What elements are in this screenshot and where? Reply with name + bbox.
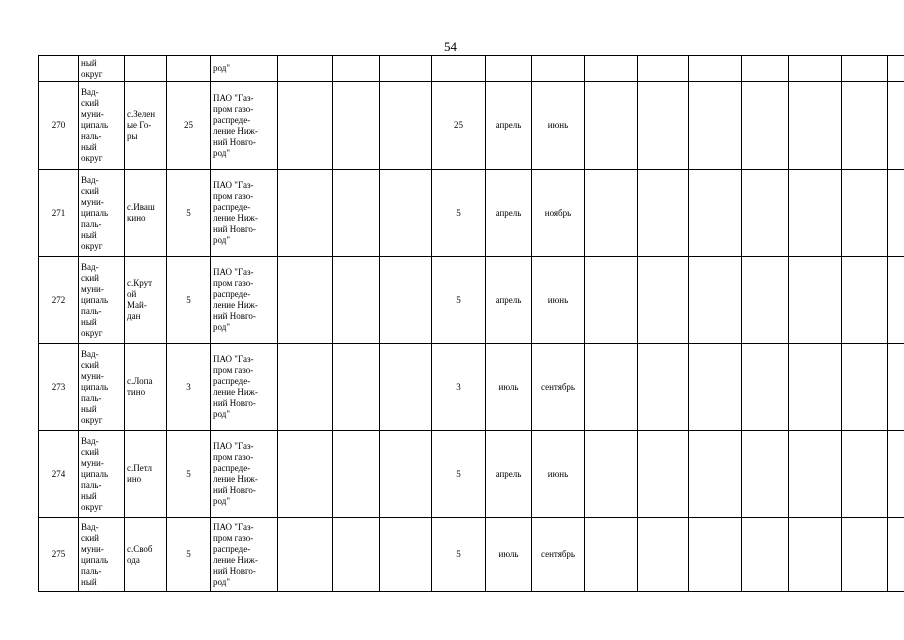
organization-cell: ПАО "Газ- пром газо- распреде- ление Ниж- ний Новго- род": [211, 257, 278, 344]
table-row: [39, 257, 904, 344]
end-month-cell: сентябрь: [532, 344, 585, 431]
empty-cell: [638, 518, 689, 592]
empty-cell: [638, 257, 689, 344]
start-month-cell: апрель: [486, 257, 532, 344]
empty-cell: [742, 344, 789, 431]
district-cell: Вад- ский муни- ципаль паль- ный округ: [79, 431, 125, 518]
empty-cell: [585, 344, 638, 431]
empty-cell: [789, 170, 842, 257]
empty-cell: [888, 431, 904, 518]
empty-cell: [842, 82, 888, 170]
organization-cell: ПАО "Газ- пром газо- распреде- ление Ниж- ний Новго- род": [211, 82, 278, 170]
table-row: [39, 170, 904, 257]
value-cell: 5: [167, 431, 211, 518]
empty-cell: [333, 257, 380, 344]
empty-cell: [278, 82, 333, 170]
row-number-cell: [39, 56, 79, 82]
start-month-cell: июль: [486, 518, 532, 592]
value-cell: 3: [167, 344, 211, 431]
data-table: [38, 55, 904, 592]
end-month-cell: сентябрь: [532, 518, 585, 592]
empty-cell: [585, 431, 638, 518]
start-month-cell: июль: [486, 344, 532, 431]
empty-cell: [842, 518, 888, 592]
quantity-cell: 5: [432, 518, 486, 592]
settlement-cell: с.Своб ода: [125, 518, 167, 592]
settlement-cell: с.Иваш кино: [125, 170, 167, 257]
table-row: [39, 82, 904, 170]
empty-cell: [842, 170, 888, 257]
empty-cell: [638, 82, 689, 170]
empty-cell: [689, 431, 742, 518]
empty-cell: [789, 344, 842, 431]
empty-cell: [742, 257, 789, 344]
empty-cell: [742, 82, 789, 170]
value-cell: 5: [167, 518, 211, 592]
empty-cell: [742, 431, 789, 518]
empty-cell: [789, 431, 842, 518]
empty-cell: [278, 431, 333, 518]
empty-cell: [585, 257, 638, 344]
start-month-cell: апрель: [486, 431, 532, 518]
district-cell: Вад- ский муни- ципаль паль- ный округ: [79, 170, 125, 257]
empty-cell: [380, 257, 432, 344]
empty-cell: [638, 431, 689, 518]
settlement-cell: с.Зелен ые Го- ры: [125, 82, 167, 170]
quantity-cell: 5: [432, 431, 486, 518]
end-month-cell: июнь: [532, 82, 585, 170]
district-cell: Вад- ский муни- ципаль наль- ный округ: [79, 82, 125, 170]
empty-cell: [789, 82, 842, 170]
start-month-cell: апрель: [486, 82, 532, 170]
empty-cell: [333, 518, 380, 592]
empty-cell: [585, 518, 638, 592]
settlement-cell: с.Лопа тино: [125, 344, 167, 431]
district-cell: ный округ: [79, 56, 125, 82]
value-cell: 5: [167, 257, 211, 344]
empty-cell: [888, 82, 904, 170]
empty-cell: [585, 170, 638, 257]
table-row: [39, 344, 904, 431]
organization-cell: ПАО "Газ- пром газо- распреде- ление Ниж- ний Новго- род": [211, 170, 278, 257]
empty-cell: [278, 170, 333, 257]
empty-cell: [333, 170, 380, 257]
quantity-cell: 25: [432, 82, 486, 170]
empty-cell: [888, 344, 904, 431]
district-cell: Вад- ский муни- ципаль паль- ный округ: [79, 344, 125, 431]
empty-cell: [888, 257, 904, 344]
row-number-cell: 275: [39, 518, 79, 592]
empty-cell: [333, 344, 380, 431]
empty-cell: [689, 257, 742, 344]
empty-cell: [278, 518, 333, 592]
table-row: [39, 431, 904, 518]
empty-cell: [689, 82, 742, 170]
empty-cell: [742, 170, 789, 257]
row-number-cell: 274: [39, 431, 79, 518]
end-month-cell: июнь: [532, 431, 585, 518]
quantity-cell: 5: [432, 170, 486, 257]
empty-cell: [638, 170, 689, 257]
organization-cell: ПАО "Газ- пром газо- распреде- ление Ниж- ний Новго- род": [211, 344, 278, 431]
table-row: [39, 518, 904, 592]
row-number-cell: 270: [39, 82, 79, 170]
empty-cell: [789, 518, 842, 592]
value-cell: 25: [167, 82, 211, 170]
row-number-cell: 271: [39, 170, 79, 257]
empty-cell: [842, 344, 888, 431]
empty-cell: [689, 170, 742, 257]
table-row: [39, 56, 904, 82]
organization-cell: ПАО "Газ- пром газо- распреде- ление Ниж- ний Новго- род": [211, 518, 278, 592]
empty-cell: [888, 170, 904, 257]
empty-cell: [333, 82, 380, 170]
empty-cell: [689, 344, 742, 431]
empty-cell: [842, 431, 888, 518]
settlement-cell: с.Петл ино: [125, 431, 167, 518]
empty-cell: [380, 82, 432, 170]
row-number-cell: 272: [39, 257, 79, 344]
empty-cell: [380, 344, 432, 431]
settlement-cell: с.Крут ой Май- дан: [125, 257, 167, 344]
end-month-cell: ноябрь: [532, 170, 585, 257]
quantity-cell: 5: [432, 257, 486, 344]
empty-cell: [742, 518, 789, 592]
end-month-cell: июнь: [532, 257, 585, 344]
organization-cell: ПАО "Газ- пром газо- распреде- ление Ниж- ний Новго- род": [211, 431, 278, 518]
empty-cell: [842, 257, 888, 344]
empty-cell: [789, 257, 842, 344]
district-cell: Вад- ский муни- ципаль паль- ный округ: [79, 257, 125, 344]
empty-cell: [888, 518, 904, 592]
empty-cell: [278, 257, 333, 344]
empty-cell: [278, 344, 333, 431]
row-number-cell: 273: [39, 344, 79, 431]
empty-cell: [380, 431, 432, 518]
empty-cell: [689, 518, 742, 592]
empty-cell: [638, 344, 689, 431]
empty-cell: [333, 431, 380, 518]
start-month-cell: апрель: [486, 170, 532, 257]
empty-cell: [380, 170, 432, 257]
district-cell: Вад- ский муни- ципаль паль- ный: [79, 518, 125, 592]
empty-cell: [585, 82, 638, 170]
value-cell: 5: [167, 170, 211, 257]
quantity-cell: 3: [432, 344, 486, 431]
empty-cell: [380, 518, 432, 592]
page-number: 54: [444, 39, 457, 54]
organization-cell: род": [211, 56, 278, 82]
